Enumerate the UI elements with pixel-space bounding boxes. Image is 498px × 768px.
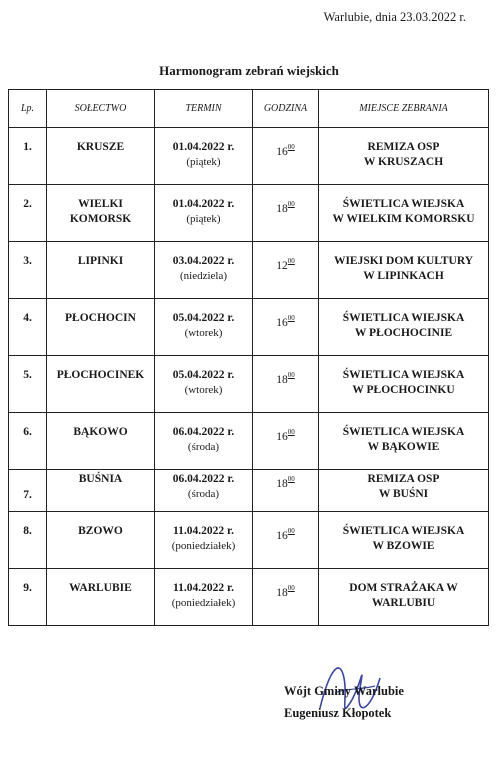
miejsce-line: W BZOWIE	[372, 540, 435, 552]
cell-lp: 7.	[9, 470, 47, 512]
termin-weekday: (poniedziałek)	[171, 540, 236, 552]
table-row	[9, 470, 489, 512]
miejsce-line: ŚWIETLICA WIEJSKA	[342, 312, 465, 324]
godzina-hour: 16	[276, 146, 288, 158]
termin-date: 06.04.2022 r.	[172, 473, 235, 485]
cell-miejsce	[319, 569, 489, 626]
miejsce-line: W LIPINKACH	[363, 270, 444, 282]
solectwo-line: LIPINKI	[77, 255, 124, 267]
miejsce-line: W PŁOCHOCINKU	[352, 384, 455, 396]
godzina-hour: 18	[276, 587, 288, 599]
miejsce-line: ŚWIETLICA WIEJSKA	[342, 369, 465, 381]
solectwo-line: KOMORSK	[69, 213, 132, 225]
termin-weekday: (niedziela)	[179, 270, 228, 282]
solectwo-line: BZOWO	[78, 525, 123, 537]
godzina-hour: 18	[276, 203, 288, 215]
table-row	[9, 299, 489, 356]
schedule-table	[8, 89, 489, 626]
godzina-minutes: 00	[287, 428, 295, 436]
cell-godzina	[253, 185, 319, 242]
cell-termin	[155, 128, 253, 185]
cell-termin	[155, 470, 253, 512]
cell-solectwo	[47, 185, 155, 242]
cell-miejsce	[319, 413, 489, 470]
miejsce-line: W WIELKIM KOMORSKU	[332, 213, 475, 225]
termin-weekday: (środa)	[187, 488, 220, 500]
miejsce-line: REMIZA OSP	[367, 473, 440, 485]
termin-date: 03.04.2022 r.	[172, 255, 235, 267]
cell-solectwo	[47, 128, 155, 185]
termin-weekday: (piątek)	[186, 213, 221, 225]
solectwo-line: PŁOCHOCINEK	[56, 369, 145, 381]
solectwo-line: BUŚNIA	[78, 473, 123, 485]
cell-godzina	[253, 356, 319, 413]
termin-weekday: (wtorek)	[184, 327, 223, 339]
cell-lp: 3.	[9, 242, 47, 299]
table-row	[9, 413, 489, 470]
termin-date: 05.04.2022 r.	[172, 369, 235, 381]
header-miejsce: MIEJSCE ZEBRANIA	[319, 90, 489, 128]
cell-lp: 4.	[9, 299, 47, 356]
document-title: Harmonogram zebrań wiejskich	[159, 63, 339, 78]
cell-solectwo	[47, 512, 155, 569]
godzina-hour: 16	[276, 431, 288, 443]
miejsce-line: W BĄKOWIE	[367, 441, 440, 453]
cell-miejsce	[319, 512, 489, 569]
solectwo-line: PŁOCHOCIN	[65, 312, 136, 324]
cell-godzina	[253, 470, 319, 512]
miejsce-line: WIEJSKI DOM KULTURY	[333, 255, 474, 267]
header-godzina: GODZINA	[253, 90, 319, 128]
table-row	[9, 242, 489, 299]
miejsce-line: W PŁOCHOCINIE	[354, 327, 453, 339]
solectwo-line: BĄKOWO	[73, 426, 128, 438]
cell-solectwo	[47, 413, 155, 470]
cell-miejsce	[319, 242, 489, 299]
godzina-minutes: 00	[287, 584, 295, 592]
miejsce-line: DOM STRAŻAKA W	[349, 582, 458, 594]
document-date: Warlubie, dnia 23.03.2022 r.	[323, 10, 466, 24]
cell-lp: 8.	[9, 512, 47, 569]
godzina-hour: 18	[276, 478, 288, 490]
miejsce-line: W KRUSZACH	[363, 156, 444, 168]
termin-weekday: (piątek)	[186, 156, 221, 168]
cell-godzina	[253, 128, 319, 185]
termin-date: 06.04.2022 r.	[172, 426, 235, 438]
miejsce-line: REMIZA OSP	[367, 141, 440, 153]
godzina-minutes: 00	[287, 371, 295, 379]
table-row	[9, 512, 489, 569]
table-row	[9, 185, 489, 242]
godzina-minutes: 00	[287, 143, 295, 151]
cell-lp: 5.	[9, 356, 47, 413]
godzina-hour: 16	[276, 317, 288, 329]
godzina-minutes: 00	[287, 527, 295, 535]
cell-miejsce	[319, 299, 489, 356]
miejsce-line: WARLUBIU	[371, 597, 436, 609]
cell-termin	[155, 242, 253, 299]
godzina-minutes: 00	[287, 475, 295, 483]
termin-weekday: (poniedziałek)	[171, 597, 236, 609]
table-row	[9, 128, 489, 185]
cell-miejsce	[319, 470, 489, 512]
cell-termin	[155, 512, 253, 569]
cell-termin	[155, 569, 253, 626]
cell-godzina	[253, 299, 319, 356]
miejsce-line: ŚWIETLICA WIEJSKA	[342, 426, 465, 438]
termin-weekday: (środa)	[187, 441, 220, 453]
godzina-hour: 16	[276, 530, 288, 542]
cell-lp: 1.	[9, 128, 47, 185]
godzina-hour: 12	[276, 260, 288, 272]
cell-miejsce	[319, 356, 489, 413]
cell-lp: 2.	[9, 185, 47, 242]
godzina-minutes: 00	[287, 200, 295, 208]
termin-date: 01.04.2022 r.	[172, 198, 235, 210]
solectwo-line: WIELKI	[78, 198, 123, 210]
godzina-hour: 18	[276, 374, 288, 386]
termin-date: 01.04.2022 r.	[172, 141, 235, 153]
miejsce-line: ŚWIETLICA WIEJSKA	[342, 525, 465, 537]
termin-date: 11.04.2022 r.	[173, 525, 234, 537]
signature-block	[284, 680, 404, 724]
cell-solectwo	[47, 569, 155, 626]
cell-termin	[155, 413, 253, 470]
header-solectwo: SOŁECTWO	[47, 90, 155, 128]
cell-termin	[155, 356, 253, 413]
godzina-minutes: 00	[287, 314, 295, 322]
termin-date: 11.04.2022 r.	[173, 582, 234, 594]
table-row	[9, 356, 489, 413]
table-row	[9, 569, 489, 626]
cell-termin	[155, 185, 253, 242]
cell-godzina	[253, 413, 319, 470]
cell-solectwo	[47, 356, 155, 413]
cell-lp: 6.	[9, 413, 47, 470]
table-header-row	[9, 90, 489, 128]
cell-solectwo	[47, 470, 155, 512]
signature-role: Wójt Gminy Warlubie	[284, 684, 404, 698]
header-lp: Lp.	[9, 90, 47, 128]
cell-godzina	[253, 242, 319, 299]
cell-miejsce	[319, 128, 489, 185]
cell-solectwo	[47, 299, 155, 356]
cell-solectwo	[47, 242, 155, 299]
header-termin: TERMIN	[155, 90, 253, 128]
cell-godzina	[253, 512, 319, 569]
solectwo-line: WARLUBIE	[69, 582, 132, 594]
miejsce-line: W BUŚNI	[378, 488, 429, 500]
miejsce-line: ŚWIETLICA WIEJSKA	[342, 198, 465, 210]
cell-termin	[155, 299, 253, 356]
cell-lp: 9.	[9, 569, 47, 626]
termin-weekday: (wtorek)	[184, 384, 223, 396]
cell-godzina	[253, 569, 319, 626]
termin-date: 05.04.2022 r.	[172, 312, 235, 324]
cell-miejsce	[319, 185, 489, 242]
signature-name: Eugeniusz Kłopotek	[284, 706, 392, 720]
solectwo-line: KRUSZE	[76, 141, 125, 153]
godzina-minutes: 00	[287, 257, 295, 265]
